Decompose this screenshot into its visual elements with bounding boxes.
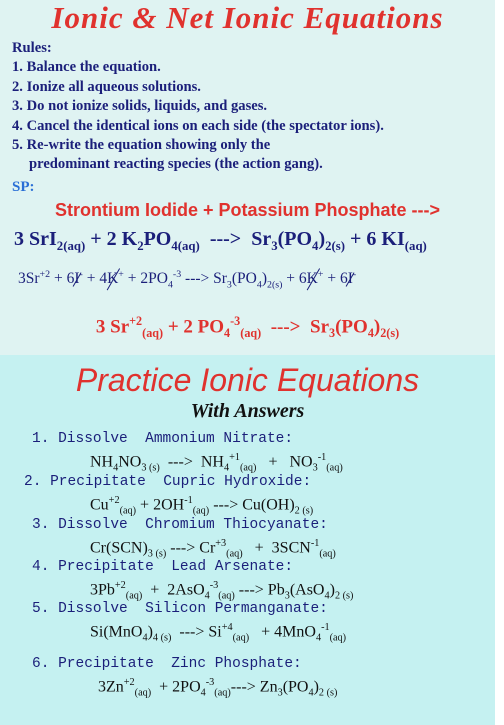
- rule-2: 2. Ionize all aqueous solutions.: [12, 78, 201, 95]
- answer-3: $Cr(SCN)_{3 (s)}$ ---> $Cr^{+3}_{(aq)} + 3SCN^{-1}_{(aq)}$: [90, 538, 336, 560]
- practice-item-5: 5. Dissolve Silicon Permanganate:: [32, 601, 328, 617]
- rules-list: [12, 39, 384, 175]
- rules-heading: Rules:: [12, 40, 52, 56]
- answer-2: $Cu^{+2}_{(aq)} + 2OH^{-1}_{(aq)}$ ---> $Cu(OH)_{2 (s)}$: [90, 495, 314, 517]
- rule-3: 3. Do not ionize solids, liquids, and gases.: [12, 98, 268, 115]
- rule-4: 4. Cancel the identical ions on each side (the spectator ions).: [12, 117, 384, 134]
- rule-5-cont: predominant reacting species (the action gang).: [29, 156, 323, 173]
- answer-1: $NH_4NO_{3 (s)}$ ---> $NH_4^{+1}_{(aq)} + NO_3^{-1}_{(aq)}$: [90, 452, 343, 474]
- practice-title: Practice Ionic Equations: [75, 362, 420, 398]
- answer-6: $3Zn^{+2}_{(aq)} + 2PO_4^{-3}_{(aq)}---> Zn_3(PO_4)_{2 (s)}$: [98, 677, 338, 699]
- sp-title: Strontium Iodide + Potassium Phosphate --->: [54, 200, 441, 220]
- net-ionic-equation: 3 $Sr^{+2}_{(aq)} + 2$ $PO_4^{-3}_{(aq)}$ ---> $Sr_3(PO_4)_{2(s)}$: [95, 314, 400, 341]
- sp-label: SP:: [12, 179, 35, 195]
- rule-1: 1. Balance the equation.: [12, 59, 161, 76]
- practice-item-3: 3. Dissolve Chromium Thiocyanate:: [32, 517, 328, 533]
- practice-item-2: 2. Precipitate Cupric Hydroxide:: [24, 474, 312, 490]
- practice-item-1: 1. Dissolve Ammonium Nitrate:: [32, 431, 294, 447]
- complete-ionic-equation: $3Sr^{+2} + 6I^- + 4K^+ + 2PO_4^{-3}$ ---> $Sr_3(PO_4)_{2(s)} + 6K^+ + 6I^-$: [18, 269, 357, 291]
- page-title: Ionic & Net Ionic Equations: [51, 0, 444, 35]
- answer-5: $Si(MnO_4)_{4 (s)}$ ---> $Si^{+4}_{(aq)} + 4MnO_4^{-1}_{(aq)}$: [90, 622, 347, 644]
- practice-item-6: 6. Precipitate Zinc Phosphate:: [32, 656, 302, 672]
- balanced-equation: 3 SrI$_{2(aq)}$ + 2 $K_2PO_{4(aq)}$ ---> $Sr_3(PO_4)_{2(s)} + 6$ $KI_{(aq)}$: [14, 228, 427, 253]
- practice-subtitle: With Answers: [190, 400, 305, 422]
- answer-4: $3Pb^{+2}_{(aq)} + 2AsO_4^{-3}_{(aq)}$ ---> $Pb_3(AsO_4)_{2 (s)}$: [90, 580, 354, 602]
- rule-5: 5. Re-write the equation showing only the: [12, 137, 271, 154]
- practice-item-4: 4. Precipitate Lead Arsenate:: [32, 559, 294, 575]
